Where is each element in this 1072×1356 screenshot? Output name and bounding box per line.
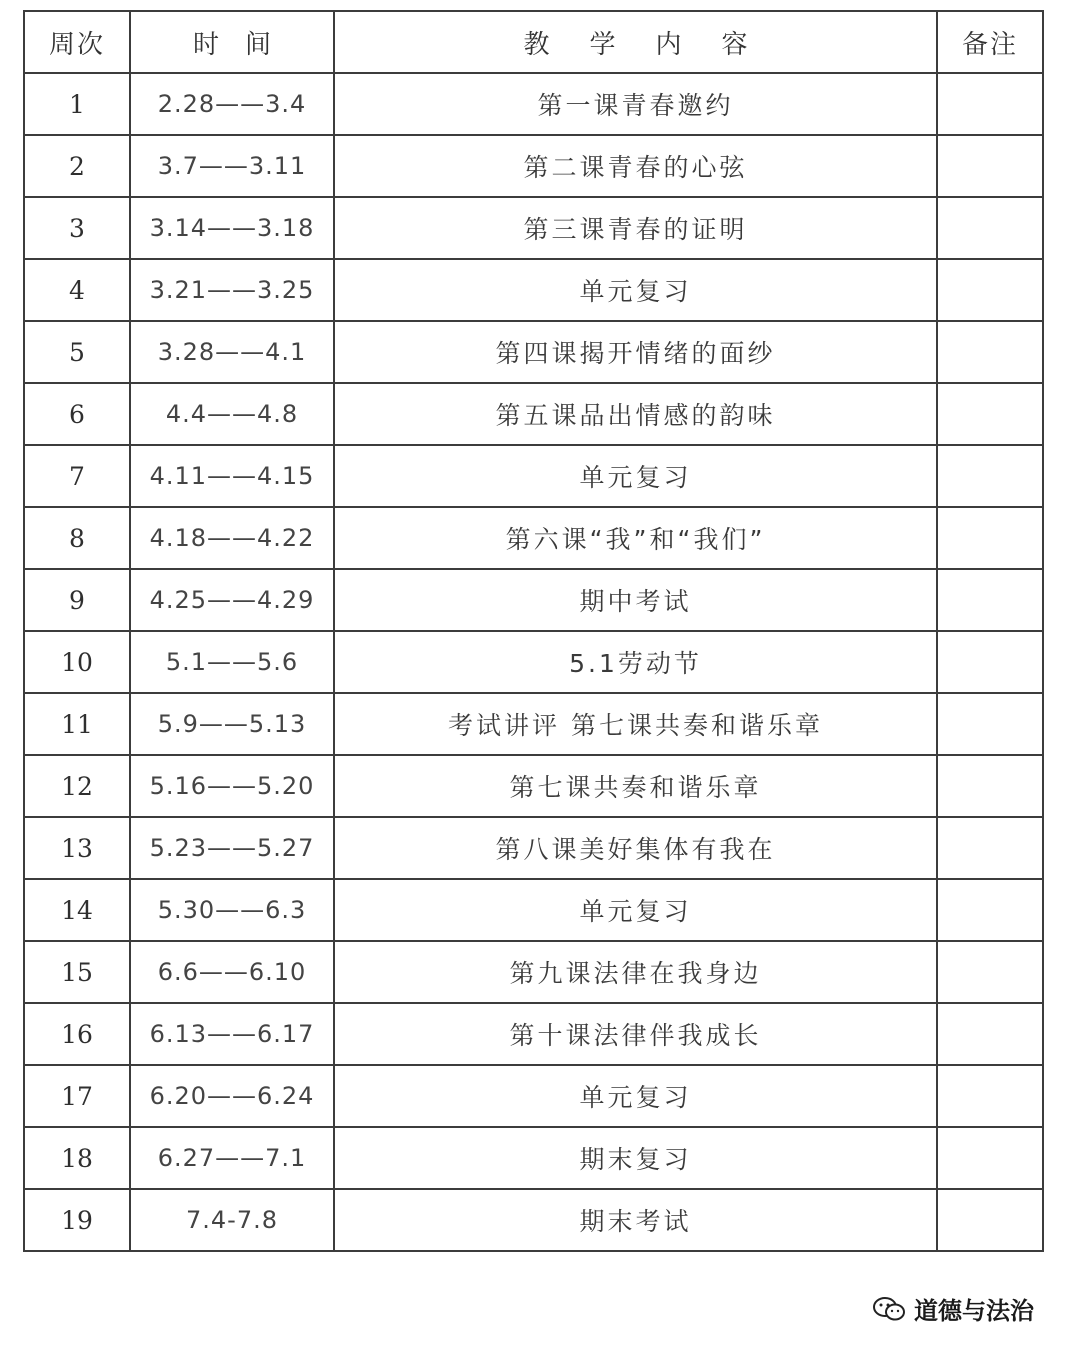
table-row xyxy=(24,1189,1043,1251)
note-cell xyxy=(937,693,1043,755)
week-number-cell: 9 xyxy=(24,569,130,631)
teaching-content-cell: 第六课“我”和“我们” xyxy=(334,507,937,569)
time-range-cell: 6.6——6.10 xyxy=(130,941,334,1003)
note-cell xyxy=(937,321,1043,383)
table-row xyxy=(24,1127,1043,1189)
table-row xyxy=(24,631,1043,693)
note-cell xyxy=(937,507,1043,569)
teaching-content-cell: 第四课揭开情绪的面纱 xyxy=(334,321,937,383)
teaching-schedule-table xyxy=(23,10,1044,1252)
week-number-cell: 12 xyxy=(24,755,130,817)
week-number-cell: 16 xyxy=(24,1003,130,1065)
table-row xyxy=(24,817,1043,879)
time-range-cell: 7.4-7.8 xyxy=(130,1189,334,1251)
header-content: 教学内容 xyxy=(334,11,937,73)
week-number-cell: 1 xyxy=(24,73,130,135)
week-number-cell: 10 xyxy=(24,631,130,693)
table-row xyxy=(24,941,1043,1003)
table-row xyxy=(24,755,1043,817)
time-range-cell: 4.18——4.22 xyxy=(130,507,334,569)
note-cell xyxy=(937,383,1043,445)
time-range-cell: 3.7——3.11 xyxy=(130,135,334,197)
time-range-cell: 4.4——4.8 xyxy=(130,383,334,445)
header-week: 周次 xyxy=(24,11,130,73)
time-range-cell: 3.21——3.25 xyxy=(130,259,334,321)
note-cell xyxy=(937,73,1043,135)
teaching-content-cell: 第七课共奏和谐乐章 xyxy=(334,755,937,817)
table-row xyxy=(24,445,1043,507)
note-cell xyxy=(937,1189,1043,1251)
teaching-content-cell: 单元复习 xyxy=(334,445,937,507)
table-row xyxy=(24,73,1043,135)
time-range-cell: 6.27——7.1 xyxy=(130,1127,334,1189)
table-row xyxy=(24,693,1043,755)
teaching-content-cell: 第九课法律在我身边 xyxy=(334,941,937,1003)
note-cell xyxy=(937,259,1043,321)
time-range-cell: 3.14——3.18 xyxy=(130,197,334,259)
time-range-cell: 5.30——6.3 xyxy=(130,879,334,941)
week-number-cell: 15 xyxy=(24,941,130,1003)
teaching-content-cell: 第五课品出情感的韵味 xyxy=(334,383,937,445)
week-number-cell: 4 xyxy=(24,259,130,321)
teaching-content-cell: 第十课法律伴我成长 xyxy=(334,1003,937,1065)
week-number-cell: 3 xyxy=(24,197,130,259)
week-number-cell: 17 xyxy=(24,1065,130,1127)
note-cell xyxy=(937,569,1043,631)
table-row xyxy=(24,321,1043,383)
wechat-icon xyxy=(872,1295,906,1323)
teaching-content-cell: 考试讲评 第七课共奏和谐乐章 xyxy=(334,693,937,755)
week-number-cell: 7 xyxy=(24,445,130,507)
note-cell xyxy=(937,1127,1043,1189)
note-cell xyxy=(937,631,1043,693)
teaching-content-cell: 期末复习 xyxy=(334,1127,937,1189)
table-row xyxy=(24,135,1043,197)
watermark xyxy=(872,1291,1034,1326)
table-row xyxy=(24,1003,1043,1065)
week-number-cell: 18 xyxy=(24,1127,130,1189)
teaching-content-cell: 单元复习 xyxy=(334,259,937,321)
table-row xyxy=(24,197,1043,259)
table-row xyxy=(24,569,1043,631)
teaching-content-cell: 第二课青春的心弦 xyxy=(334,135,937,197)
note-cell xyxy=(937,755,1043,817)
note-cell xyxy=(937,941,1043,1003)
teaching-content-cell: 第一课青春邀约 xyxy=(334,73,937,135)
teaching-content-cell: 5.1劳动节 xyxy=(334,631,937,693)
week-number-cell: 6 xyxy=(24,383,130,445)
time-range-cell: 2.28——3.4 xyxy=(130,73,334,135)
table-row xyxy=(24,1065,1043,1127)
table-row xyxy=(24,507,1043,569)
time-range-cell: 5.23——5.27 xyxy=(130,817,334,879)
note-cell xyxy=(937,197,1043,259)
teaching-content-cell: 单元复习 xyxy=(334,1065,937,1127)
week-number-cell: 19 xyxy=(24,1189,130,1251)
teaching-content-cell: 期末考试 xyxy=(334,1189,937,1251)
table-row xyxy=(24,879,1043,941)
note-cell xyxy=(937,445,1043,507)
time-range-cell: 3.28——4.1 xyxy=(130,321,334,383)
table-row xyxy=(24,259,1043,321)
teaching-content-cell: 期中考试 xyxy=(334,569,937,631)
header-row xyxy=(24,11,1043,73)
table-row xyxy=(24,383,1043,445)
week-number-cell: 8 xyxy=(24,507,130,569)
header-time: 时间 xyxy=(130,11,334,73)
note-cell xyxy=(937,817,1043,879)
time-range-cell: 5.16——5.20 xyxy=(130,755,334,817)
time-range-cell: 5.9——5.13 xyxy=(130,693,334,755)
week-number-cell: 11 xyxy=(24,693,130,755)
note-cell xyxy=(937,135,1043,197)
watermark-text: 道德与法治 xyxy=(914,1297,1034,1325)
time-range-cell: 5.1——5.6 xyxy=(130,631,334,693)
teaching-content-cell: 第八课美好集体有我在 xyxy=(334,817,937,879)
note-cell xyxy=(937,1065,1043,1127)
time-range-cell: 6.20——6.24 xyxy=(130,1065,334,1127)
time-range-cell: 4.11——4.15 xyxy=(130,445,334,507)
header-note: 备注 xyxy=(937,11,1043,73)
week-number-cell: 13 xyxy=(24,817,130,879)
teaching-content-cell: 单元复习 xyxy=(334,879,937,941)
week-number-cell: 14 xyxy=(24,879,130,941)
week-number-cell: 5 xyxy=(24,321,130,383)
note-cell xyxy=(937,1003,1043,1065)
week-number-cell: 2 xyxy=(24,135,130,197)
time-range-cell: 6.13——6.17 xyxy=(130,1003,334,1065)
time-range-cell: 4.25——4.29 xyxy=(130,569,334,631)
teaching-content-cell: 第三课青春的证明 xyxy=(334,197,937,259)
note-cell xyxy=(937,879,1043,941)
